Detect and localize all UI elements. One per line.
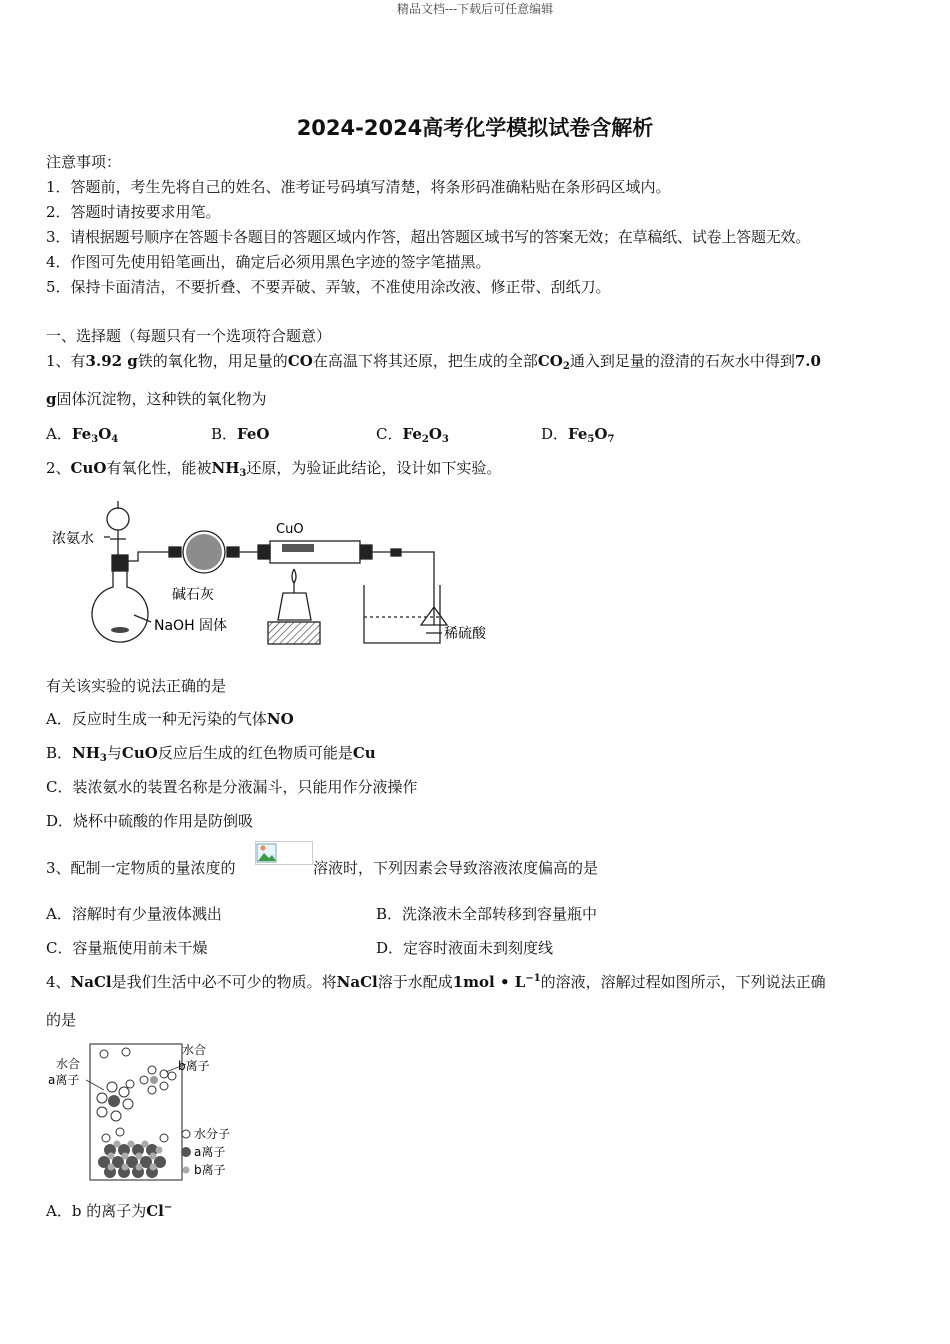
q3-option-d[interactable]: D．定容时液面未到刻度线 bbox=[376, 939, 554, 957]
q1-formula: CO bbox=[537, 352, 563, 370]
funnel-bulb bbox=[107, 508, 129, 530]
q1-option-c[interactable]: C．$Fe_2O_3$ bbox=[376, 425, 449, 445]
q1-text: 固体沉淀物，这种铁的氧化物为 bbox=[56, 390, 267, 408]
question-4-stem: 4、NaCl是我们生活中必不可少的物质。将NaCl溶于水配成1mol • $L^{-1}$的溶液，溶解过程如图所示，下列说法正确 bbox=[46, 973, 826, 991]
notice-item: 2．答题时请按要求用笔。 bbox=[46, 203, 221, 221]
naoh-solid bbox=[111, 627, 129, 633]
svg-text:a离子: a离子 bbox=[194, 1145, 226, 1159]
svg-text:水合: 水合 bbox=[182, 1043, 207, 1057]
q1-option-b[interactable]: B．FeO bbox=[211, 425, 270, 443]
page-header: 精品文档---下载后可任意编辑 bbox=[396, 2, 554, 16]
question-2-prompt: 有关该实验的说法正确的是 bbox=[46, 677, 227, 695]
image-icon bbox=[256, 842, 278, 864]
q1-mass: 3.92 g bbox=[85, 352, 138, 370]
broken-image-placeholder bbox=[255, 841, 313, 865]
notice-item: 4．作图可先使用铅笔画出，确定后必须用黑色字迹的签字笔描黑。 bbox=[46, 253, 491, 271]
q1-unit: g bbox=[46, 390, 57, 408]
q1-option-a[interactable]: A．$Fe_3O_4$ bbox=[46, 425, 119, 445]
q1-text: 铁的氧化物，用足量的 bbox=[137, 352, 288, 370]
q2-option-c[interactable]: C．装浓氨水的装置名称是分液漏斗，只能用作分液操作 bbox=[46, 778, 418, 796]
label-ammonia: 浓氨水 bbox=[52, 531, 94, 547]
svg-text:水合: 水合 bbox=[56, 1057, 81, 1071]
q2-formula: NH bbox=[211, 459, 240, 477]
q2-formula: CuO bbox=[70, 459, 107, 477]
question-4-stem-line2: 的是 bbox=[46, 1011, 77, 1029]
lab-stand bbox=[268, 622, 320, 644]
q2-option-b[interactable]: B．$NH_3$与CuO反应后生成的红色物质可能是Cu bbox=[46, 744, 376, 764]
q1-formula: CO bbox=[287, 352, 313, 370]
label-acid: 稀硫酸 bbox=[444, 626, 486, 642]
notice-heading: 注意事项： bbox=[46, 153, 122, 171]
label-naoh: NaOH 固体 bbox=[154, 618, 228, 634]
q1-text: 在高温下将其还原，把生成的全部 bbox=[312, 352, 538, 370]
flame bbox=[292, 569, 296, 583]
svg-text:b离子: b离子 bbox=[178, 1059, 210, 1073]
alcohol-lamp bbox=[278, 593, 311, 620]
notice-item: 1．答题前，考生先将自己的姓名、准考证号码填写清楚，将条形码准确粘贴在条形码区域内。 bbox=[46, 178, 671, 196]
delivery-tube bbox=[128, 552, 169, 561]
question-3-stem-a: 3、配制一定物质的量浓度的 bbox=[46, 859, 236, 877]
q1-option-d[interactable]: D．$Fe_5O_7$ bbox=[541, 425, 615, 445]
soda-lime-fill bbox=[186, 534, 222, 570]
q1-mass: 7.0 bbox=[794, 352, 821, 370]
svg-text:b离子: b离子 bbox=[194, 1163, 226, 1177]
cuo-powder bbox=[282, 544, 314, 552]
q3-option-b[interactable]: B．洗涤液未全部转移到容量瓶中 bbox=[376, 905, 598, 923]
q1-subscript: 2 bbox=[562, 361, 570, 372]
q3-option-c[interactable]: C．容量瓶使用前未干燥 bbox=[46, 939, 208, 957]
page-title: 2024-2024高考化学模拟试卷含解析 bbox=[296, 116, 654, 140]
label-soda-lime: 碱石灰 bbox=[172, 587, 214, 603]
q3-option-a[interactable]: A．溶解时有少量液体溅出 bbox=[46, 905, 222, 923]
svg-text:水分子: 水分子 bbox=[194, 1127, 231, 1141]
label-cuo: CuO bbox=[276, 522, 304, 537]
legend-water bbox=[182, 1130, 190, 1138]
question-2-stem: 2、CuO有氧化性，能被$NH_3$还原，为验证此结论，设计如下实验。 bbox=[46, 459, 502, 479]
a-ion-hydrated bbox=[108, 1095, 120, 1107]
b-ion-hydrated bbox=[150, 1076, 158, 1084]
question-1-stem bbox=[46, 351, 821, 371]
notice-item: 5．保持卡面清洁，不要折叠、不要弄破、弄皱，不准使用涂改液、修正带、刮纸刀。 bbox=[46, 278, 611, 296]
legend-b-ion bbox=[183, 1167, 190, 1174]
q1-text: 通入到足量的澄清的石灰水中得到 bbox=[569, 352, 795, 370]
q1-text: 1、有 bbox=[46, 352, 86, 370]
svg-text:a离子: a离子 bbox=[48, 1073, 80, 1087]
section-heading: 一、选择题（每题只有一个选项符合题意） bbox=[46, 327, 332, 345]
q4-option-a[interactable]: A．b 的离子为Cl− bbox=[46, 1202, 173, 1220]
question-3-stem-b: 溶液时，下列因素会导致溶液浓度偏高的是 bbox=[313, 859, 599, 877]
notice-item: 3．请根据题号顺序在答题卡各题目的答题区域内作答，超出答题区域书写的答案无效；在草稿纸、试卷上答题无效。 bbox=[46, 228, 811, 246]
q2-option-d[interactable]: D．烧杯中硫酸的作用是防倒吸 bbox=[46, 812, 254, 830]
flask-stopper bbox=[112, 555, 128, 571]
question-1-stem-line2 bbox=[46, 389, 267, 409]
apparatus-diagram bbox=[46, 495, 491, 655]
q2-option-a[interactable]: A．反应时生成一种无污染的气体NO bbox=[46, 710, 294, 728]
dissolution-diagram bbox=[46, 1040, 246, 1186]
legend-a-ion bbox=[181, 1147, 191, 1157]
